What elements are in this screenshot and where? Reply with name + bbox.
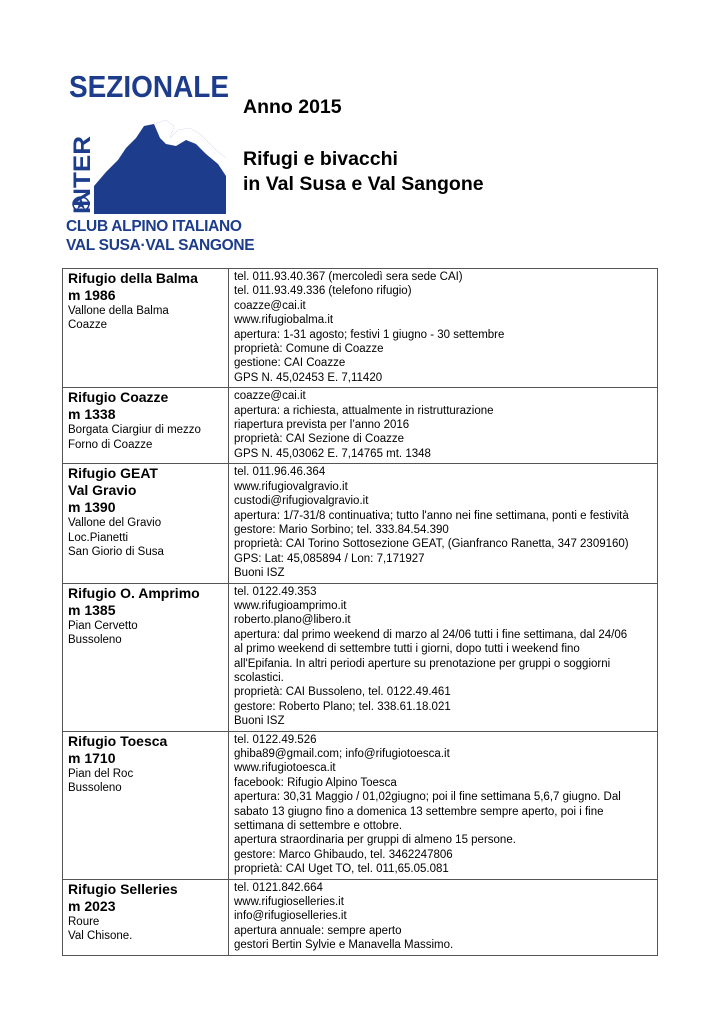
rifugio-info-line: ghiba89@gmail.com; info@rifugiotoesca.it [234,748,450,760]
rifugio-location: Roure [68,915,100,928]
rifugio-info-line: apertura: a richiesta, attualmente in ristrutturazione [234,404,494,417]
rifugio-location: Bussoleno [68,633,122,646]
rifugio-info-line: www.rifugioselleries.it [234,896,344,909]
rifugio-name: Rifugio Coazze [68,389,169,406]
rifugio-info-line: apertura: dal primo weekend di marzo al 24/06 tutti i fine settimana, dal 24/06 [234,628,628,641]
title-line-2: in Val Susa e Val Sangone [243,173,484,195]
table-row [63,879,658,955]
rifugio-info-line: GPS: Lat: 45,085894 / Lon: 7,171927 [234,552,425,565]
rifugio-info-line: proprietà: CAI Uget TO, tel. 011,65.05.081 [234,863,449,876]
rifugio-name-cell [63,388,229,464]
rifugio-info-cell [229,879,658,955]
rifugio-info-line: gestore: Mario Sorbino; tel. 333.84.54.390 [234,523,449,536]
rifugio-info-line: proprietà: CAI Sezione di Coazze [234,433,405,446]
rifugio-info-cell [229,269,658,388]
rifugio-name: Rifugio Selleries [68,880,178,897]
rifugio-location: Pian del Roc [68,767,134,780]
rifugio-altitude: m 2023 [68,897,116,914]
mountain-emblem-icon [66,68,232,218]
rifugio-info-line: tel. 0121.842.664 [234,881,323,894]
rifugio-location: Loc.Pianetti [68,531,129,544]
cai-logo [66,68,255,258]
rifugio-info-line: riapertura prevista per l’anno 2016 [234,419,410,432]
rifugio-info-cell [229,583,658,731]
rifugio-name-cell [63,464,229,583]
rifugio-info-line: gestore: Marco Ghibaudo, tel. 3462247806 [234,848,453,861]
rifugio-info-line: apertura: 30,31 Maggio / 01,02giugno; poi il fine settimana 5,6,7 giugno. Dal [234,791,621,804]
rifugio-info-line: Buoni ISZ [234,567,285,580]
rifugio-info-line: apertura straordinaria per gruppi di almeno 15 persone. [234,834,516,847]
rifugio-info-line: gestore: Roberto Plano; tel. 338.61.18.021 [234,700,451,713]
rifugio-altitude: m 1710 [68,749,116,766]
rifugio-info-line: www.rifugiovalgravio.it [234,480,348,493]
rifugio-info-line: all'Epifania. In altri periodi aperture su prenotazione per gruppi o soggiorni [234,657,611,670]
logo-text-side: INTER [69,142,96,214]
rifugio-altitude: m 1385 [68,601,116,618]
rifugio-name-cell [63,879,229,955]
rifugio-info-line: proprietà: CAI Bussoleno, tel. 0122.49.461 [234,686,451,699]
rifugio-location: Vallone della Balma [68,305,169,317]
rifugio-info-line: scolastici. [234,671,284,684]
rifugio-info-line: custodi@rifugiovalgravio.it [234,495,369,508]
rifugio-info-line: roberto.plano@libero.it [234,614,351,627]
logo-text-top: SEZIONALE [69,69,229,104]
rifugio-info-line: www.rifugiobalma.it [234,314,334,327]
table-row [63,388,658,464]
rifugio-info-line: gestori Bertin Sylvie e Manavella Massimo. [234,939,454,952]
rifugio-info-line: GPS N. 45,02453 E. 7,11420 [234,371,383,384]
table-row [63,583,658,731]
rifugio-info-line: info@rifugioselleries.it [234,910,347,923]
document-year: Anno 2015 [243,96,342,118]
rifugio-location: San Giorio di Susa [68,546,164,559]
rifugio-info-line: tel. 011.93.49.336 (telefono rifugio) [234,285,412,298]
rifugio-location: Borgata Ciargiur di mezzo [68,424,201,437]
rifugio-name: Rifugio Toesca [68,732,168,749]
rifugio-name-cell [63,583,229,731]
rifugio-info-line: GPS N. 45,03062 E. 7,14765 mt. 1348 [234,447,431,460]
rifugio-location: Val Chisone. [68,930,133,943]
rifugio-info-line: tel. 0122.49.353 [234,585,317,598]
rifugio-info-line: sabato 13 giugno fino a domenica 13 settembre sempre aperto, poi i fine [234,805,604,818]
rifugio-name: Val Gravio [68,482,137,499]
table-row [63,464,658,583]
rifugio-info-cell [229,464,658,583]
rifugio-altitude: m 1390 [68,499,116,516]
rifugio-altitude: m 1986 [68,287,116,303]
rifugio-location: Bussoleno [68,782,122,794]
rifugio-info-line: facebook: Rifugio Alpino Toesca [234,776,397,789]
rifugi-table [62,268,658,956]
rifugio-location: Vallone del Gravio [68,517,162,530]
rifugio-info-cell [229,731,658,879]
document-title [243,147,484,197]
rifugio-info-line: www.rifugioamprimo.it [234,599,347,612]
table-row [63,731,658,879]
rifugio-info-line: proprietà: CAI Torino Sottosezione GEAT, (Gianfranco Ranetta, 347 2309160) [234,538,629,551]
rifugio-info-line: tel. 0122.49.526 [234,733,317,746]
rifugio-info-line: Buoni ISZ [234,715,285,728]
rifugio-info-line: proprietà: Comune di Coazze [234,343,384,356]
rifugio-name-cell [63,269,229,388]
logo-line-valleys: VAL SUSA·VAL SANGONE [66,237,255,254]
rifugio-info-line: apertura annuale: sempre aperto [234,924,402,937]
title-line-1: Rifugi e bivacchi [243,148,398,170]
rifugio-name-cell [63,731,229,879]
rifugio-location: Coazze [68,319,107,332]
rifugio-info-cell [229,388,658,464]
rifugio-info-line: tel. 011.96.46.364 [234,466,326,479]
rifugio-name: Rifugio della Balma [68,270,198,286]
rifugio-info-line: coazze@cai.it [234,390,306,403]
rifugio-altitude: m 1338 [68,406,116,423]
rifugio-info-line: coazze@cai.it [234,299,306,312]
rifugio-info-line: apertura: 1-31 agosto; festivi 1 giugno - 30 settembre [234,328,505,341]
rifugio-name: Rifugio GEAT [68,465,158,482]
table-row [63,269,658,388]
rifugio-info-line: gestione: CAI Coazze [234,357,346,370]
rifugio-info-line: www.rifugiotoesca.it [234,762,336,775]
rifugio-name: Rifugio O. Amprimo [68,584,200,601]
rifugio-info-line: al primo weekend di settembre tutti i giorni, dopo tutti i weekend fino [234,643,580,656]
rifugio-location: Pian Cervetto [68,619,138,632]
rifugio-info-line: apertura: 1/7-31/8 continuativa; tutto l'anno nei fine settimana, ponti e festività [234,509,629,522]
logo-line-club: CLUB ALPINO ITALIANO [66,218,242,235]
rifugio-info-line: settimana di settembre e ottobre. [234,820,403,833]
rifugio-info-line: tel. 011.93.40.367 (mercoledì sera sede CAI) [234,271,463,283]
rifugio-location: Forno di Coazze [68,438,153,451]
